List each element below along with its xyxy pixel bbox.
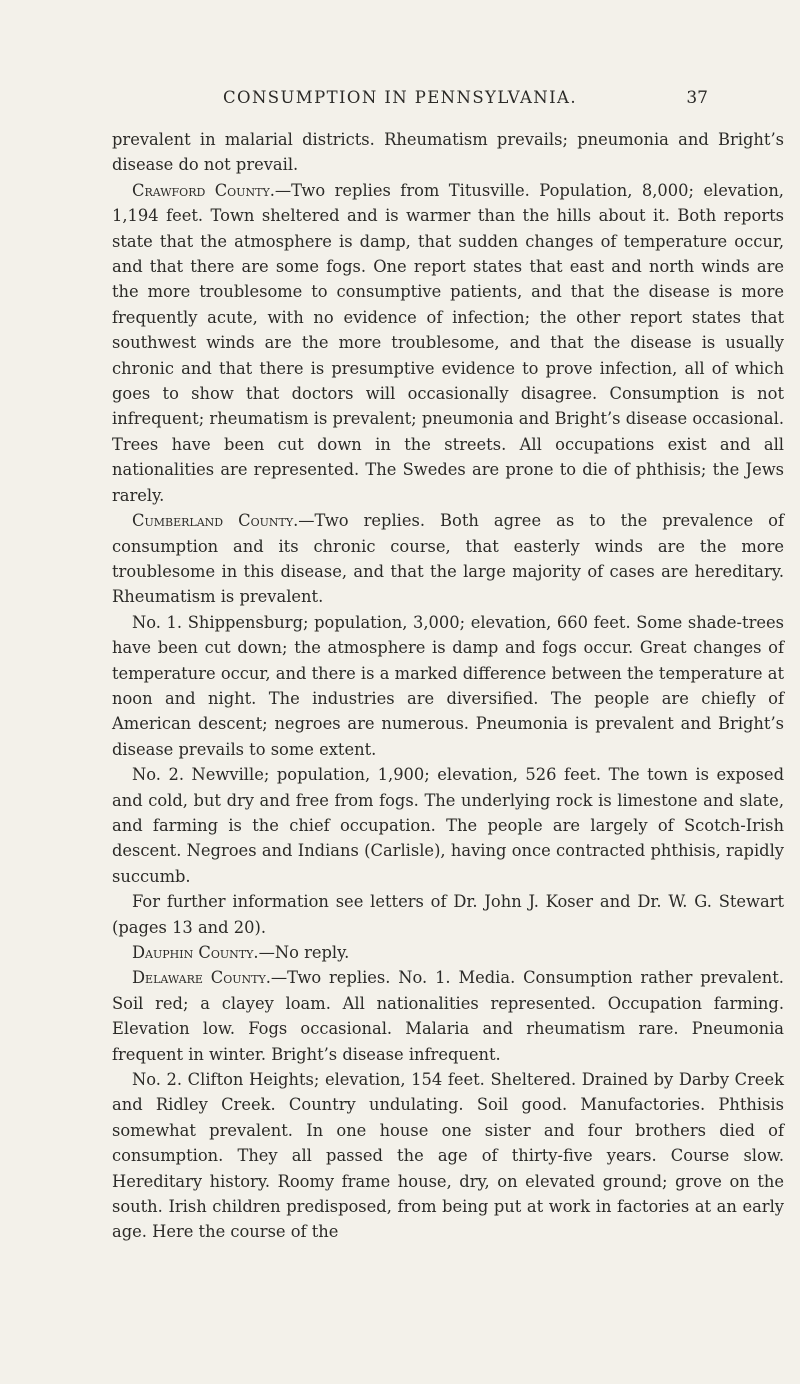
paragraph-text: prevalent in malarial districts. Rheumatism prevails; pneumonia and Bright’s disease do not prevail. [112,130,784,175]
paragraph [112,940,784,965]
page-header [0,88,800,112]
paragraph-text: —Two replies. Both agree as to the prevalence of consumption and its chronic course, that easterly winds are the more troublesome in this disease, and that the large majority of cases are hereditary. Rheumatism is prevalent. [112,511,784,607]
paragraph-text: No. 2. Newville; population, 1,900; elevation, 526 feet. The town is exposed and cold, but dry and free from fogs. The underlying rock is limestone and slate, and farming is the chief occupation. The people are largely of Scotch-Irish descent. Negroes and Indians (Carlisle), having once contracted phthisis, rapidly succumb. [112,765,784,886]
paragraph [112,762,784,889]
paragraph-text: No. 2. Clifton Heights; elevation, 154 feet. Sheltered. Drained by Darby Creek and Ridley Creek. Country undulating. Soil good. Manufactories. Phthisis somewhat prevalent. In one house one sister and four brothers died of consumption. They all passed the age of thirty-five years. Course slow. Hereditary history. Roomy frame house, dry, on elevated ground; grove on the south. Irish children predisposed, from being put at work in factories at an early age. Here the course of the [112,1070,784,1242]
paragraph-text: —No reply. [258,943,350,962]
page-number: 37 [686,88,708,108]
county-heading: Dauphin County. [132,943,259,962]
running-head: CONSUMPTION IN PENNSYLVANIA. [223,88,577,107]
paragraph-text: —Two replies from Titusville. Population, 8,000; elevation, 1,194 feet. Town sheltered and is warmer than the hills about it. Both reports state that the atmosphere is damp, that sudden changes of temperature occur, and that there are some fogs. One report states that east and north winds are the more troublesome to consumptive patients, and that the disease is more frequently acute, with no evidence of infection; the other report states that southwest winds are the more troublesome, and that the disease is usually chronic and that there is presumptive evidence to prove infection, all of which goes to show that doctors will occasionally disagree. Consumption is not infrequent; rheumatism is prevalent; pneumonia and Bright’s disease occasional. Trees have been cut down in the streets. All occupations exist and all nationalities are represented. The Swedes are prone to die of phthisis; the Jews rarely. [112,180,784,505]
paragraph-text: —Two replies. No. 1. Media. Consumption rather prevalent. Soil red; a clayey loam. All nationalities represented. Occupation farming. Elevation low. Fogs occasional. Malaria and rheumatism rare. Pneumonia frequent in winter. Bright’s disease infrequent. [112,968,784,1064]
paragraph [112,889,784,940]
paragraph-text: No. 1. Shippensburg; population, 3,000; elevation, 660 feet. Some shade-trees have been cut down; the atmosphere is damp and fogs occur. Great changes of temperature occur, and there is a marked difference between the temperature at noon and night. The industries are diversified. The people are chiefly of American descent; negroes are numerous. Pneumonia is prevalent and Bright’s disease prevails to some extent. [112,612,784,759]
paragraph [112,508,784,610]
paragraph-text: For further information see letters of Dr. John J. Koser and Dr. W. G. Stewart (pages 13 and 20). [112,892,784,937]
paragraph [112,127,784,178]
paragraph [112,1067,784,1245]
county-heading: Crawford County. [132,180,275,200]
paragraph [112,178,784,508]
county-heading: Delaware County. [132,968,271,988]
body-text [112,127,784,1245]
paragraph [112,965,784,1067]
paragraph [112,610,784,762]
county-heading: Cumberland County. [132,511,299,531]
